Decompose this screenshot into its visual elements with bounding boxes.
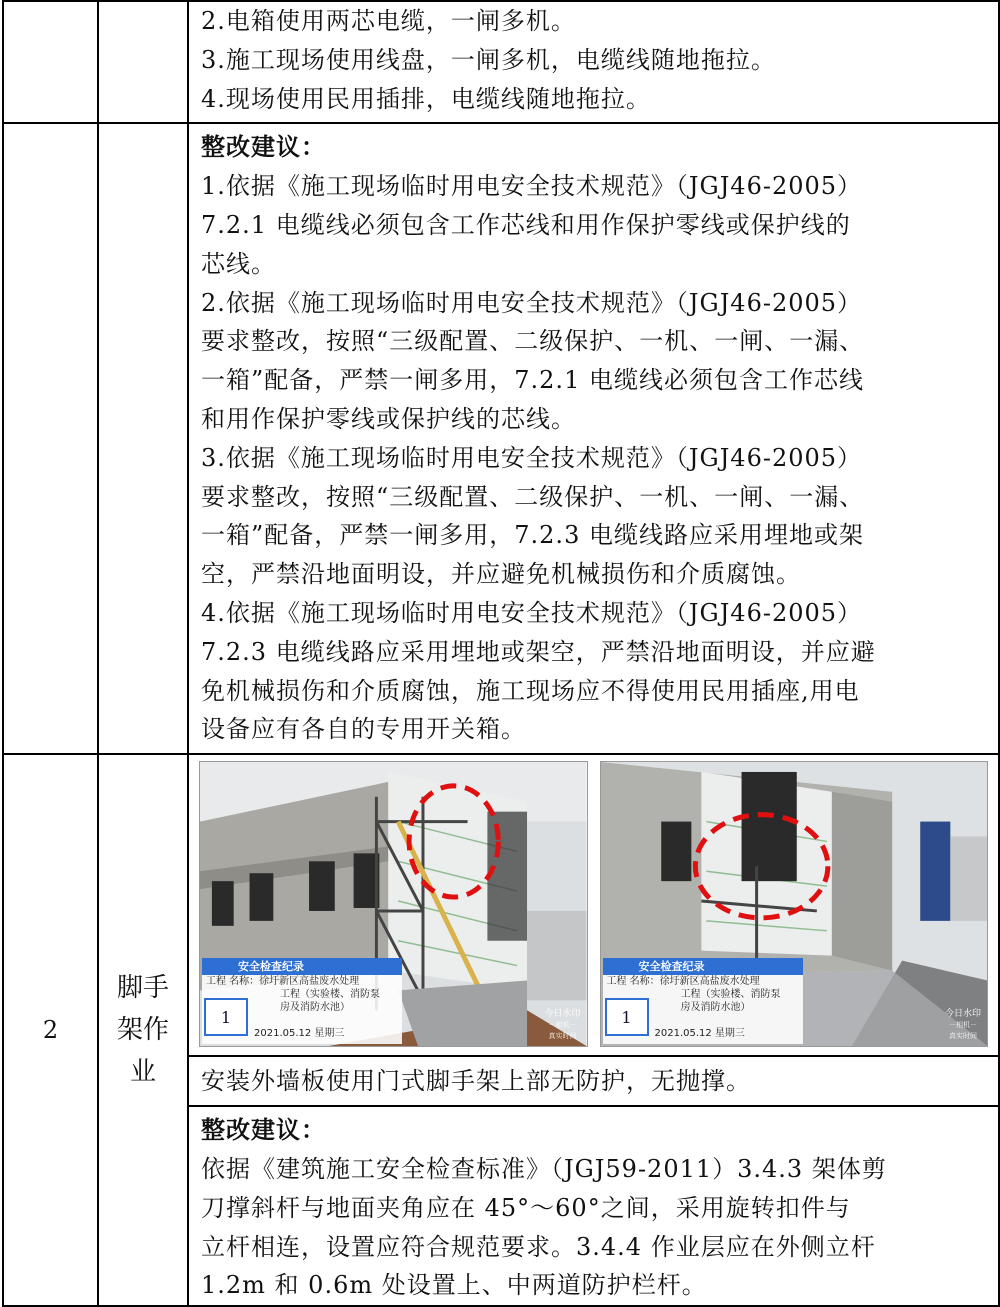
advice-line: 要求整改，按照“三级配置、二级保护、一机、一闸、一漏、 [201, 327, 865, 356]
inspection-table [2, 0, 1000, 1307]
watermark-tag: 真实时间 [548, 1032, 577, 1041]
advice-heading: 整改建议： [201, 132, 326, 162]
advice-line: 一箱”配备，严禁一闸多用，7.2.1 电缆线必须包含工作芯线 [201, 366, 864, 395]
table-row [3, 1, 999, 123]
watermark-tag: 真实时间 [948, 1032, 977, 1041]
advice-cell [188, 123, 999, 754]
advice-line: 立杆相连，设置应符合规范要求。3.4.4 作业层应在外侧立杆 [201, 1232, 876, 1261]
watermark-logo [945, 1009, 981, 1042]
item-number: 2 [3, 754, 98, 1306]
advice-line: 1.依据《施工现场临时用电安全技术规范》（JGJ46-2005） [201, 172, 863, 201]
advice-line: 芯线。 [201, 249, 276, 278]
watermark-sub: －相机－ [948, 1021, 977, 1030]
advice-line: 2.依据《施工现场临时用电安全技术规范》（JGJ46-2005） [201, 288, 863, 317]
stamp-project: 工程 名称：徐圩新区高盐废水处理 [606, 976, 760, 988]
stamp-project: 工程（实验楼、消防泵 [280, 989, 380, 1001]
stamp-project: 房及消防水池） [280, 1002, 350, 1014]
watermark-text: 今日水印 [944, 1009, 981, 1020]
inspection-stamp [202, 958, 402, 1044]
stamp-badge: 1 [204, 998, 248, 1036]
advice-line: 免机械损伤和介质腐蚀，施工现场应不得使用民用插座,用电 [201, 676, 860, 705]
stamp-project: 工程（实验楼、消防泵 [680, 989, 781, 1001]
site-photo-1 [199, 761, 588, 1047]
site-photo-2 [600, 761, 989, 1047]
number-cell [3, 1, 98, 123]
stamp-title: 安全检查纪录 [603, 958, 803, 975]
issues-cell [188, 1, 999, 123]
item-category [98, 754, 188, 1306]
issue-cell [188, 1056, 999, 1106]
category-line: 业 [129, 1057, 156, 1088]
stamp-title: 安全检查纪录 [202, 958, 402, 975]
stamp-project: 工程 名称：徐圩新区高盐废水处理 [206, 976, 360, 988]
watermark-logo [544, 1009, 580, 1042]
photos-cell [188, 754, 999, 1056]
stamp-badge: 1 [605, 998, 649, 1036]
stamp-date: 2021.05.12 星期三 [254, 1028, 345, 1040]
advice-line: 1.2m 和 0.6m 处设置上、中两道防护栏杆。 [201, 1271, 707, 1300]
issue-line: 2.电箱使用两芯电缆，一闸多机。 [201, 7, 576, 35]
category-cell [98, 123, 188, 754]
issue-line: 3.施工现场使用线盘，一闸多机，电缆线随地拖拉。 [201, 45, 776, 74]
category-line: 脚手 [116, 973, 169, 1004]
advice-cell [188, 1106, 999, 1306]
advice-line: 要求整改，按照“三级配置、二级保护、一机、一闸、一漏、 [201, 482, 865, 511]
issue-line: 4.现场使用民用插排，电缆线随地拖拉。 [201, 84, 651, 113]
table-row [3, 123, 999, 754]
watermark-text: 今日水印 [544, 1009, 581, 1020]
stamp-date: 2021.05.12 星期三 [654, 1028, 745, 1040]
advice-line: 空，严禁沿地面明设，并应避免机械损伤和介质腐蚀。 [201, 560, 801, 589]
advice-heading: 整改建议： [201, 1115, 326, 1145]
advice-line: 7.2.1 电缆线必须包含工作芯线和用作保护零线或保护线的 [201, 210, 851, 239]
advice-line: 一箱”配备，严禁一闸多用，7.2.3 电缆线路应采用埋地或架 [201, 521, 864, 550]
category-cell [98, 1, 188, 123]
inspection-stamp [603, 958, 803, 1044]
advice-line: 4.依据《施工现场临时用电安全技术规范》（JGJ46-2005） [201, 598, 863, 627]
advice-line: 依据《建筑施工安全检查标准》（JGJ59-2011）3.4.3 架体剪 [201, 1154, 887, 1183]
advice-line: 和用作保护零线或保护线的芯线。 [201, 404, 576, 433]
advice-line: 3.依据《施工现场临时用电安全技术规范》（JGJ46-2005） [201, 443, 863, 472]
watermark-sub: －相机－ [548, 1021, 577, 1030]
number-cell [3, 123, 98, 754]
stamp-project: 房及消防水池） [680, 1002, 751, 1014]
advice-line: 刀撑斜杆与地面夹角应在 45°～60°之间，采用旋转扣件与 [201, 1193, 851, 1222]
issue-description: 安装外墙板使用门式脚手架上部无防护，无抛撑。 [201, 1067, 751, 1096]
category-line: 架作 [116, 1015, 169, 1046]
advice-line: 设备应有各自的专用开关箱。 [201, 715, 526, 744]
table-row [3, 754, 999, 1056]
advice-line: 7.2.3 电缆线路应采用埋地或架空，严禁沿地面明设，并应避 [201, 637, 876, 666]
